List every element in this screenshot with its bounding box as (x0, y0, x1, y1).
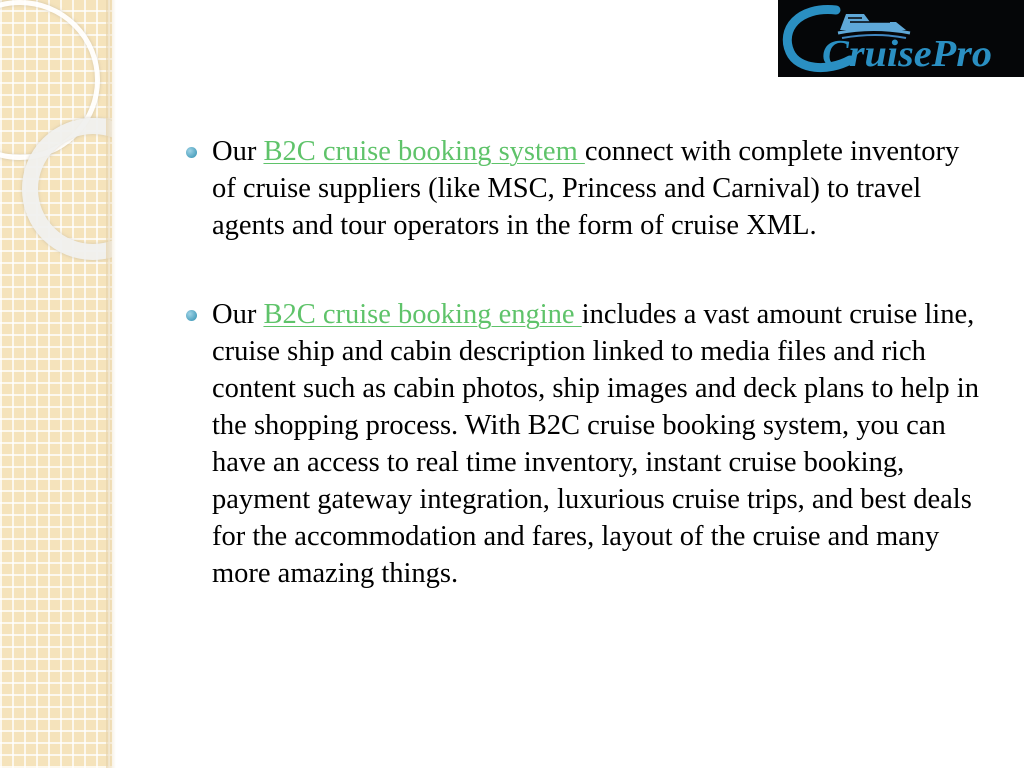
slide-content (186, 133, 986, 644)
strip-shadow-edge (106, 0, 116, 768)
cruisepro-logo (778, 0, 1024, 77)
bullet-item-1 (186, 133, 986, 244)
logo-text: CruisePro (822, 33, 992, 75)
bullet-lead-text: Our (212, 299, 264, 330)
bullet-body-text: connect with complete inventory of cruise suppliers (like MSC, Princess and Carnival) to travel agents and tour operators in the form of cruise XML. (212, 136, 960, 241)
bullet-dot-icon (186, 147, 197, 158)
bullet-lead-text: Our (212, 136, 264, 167)
bullet-item-2 (186, 296, 986, 592)
cruisepro-logo-graphic (778, 0, 1024, 77)
bullet-dot-icon (186, 310, 197, 321)
b2c-cruise-booking-engine-link[interactable]: B2C cruise booking engine (263, 299, 582, 330)
decorative-side-strip (0, 0, 112, 768)
b2c-cruise-booking-system-link[interactable]: B2C cruise booking system (263, 136, 585, 167)
bullet-body-text: includes a vast amount cruise line, cruise ship and cabin description linked to media files and rich content such as cabin photos, ship images and deck plans to help in the shopping process. With B2C cruise booking system, you can have an access to real time inventory, instant cruise booking, payment gateway integration, luxurious cruise trips, and best deals for the accommodation and fares, layout of the cruise and many more amazing things. (212, 299, 979, 589)
